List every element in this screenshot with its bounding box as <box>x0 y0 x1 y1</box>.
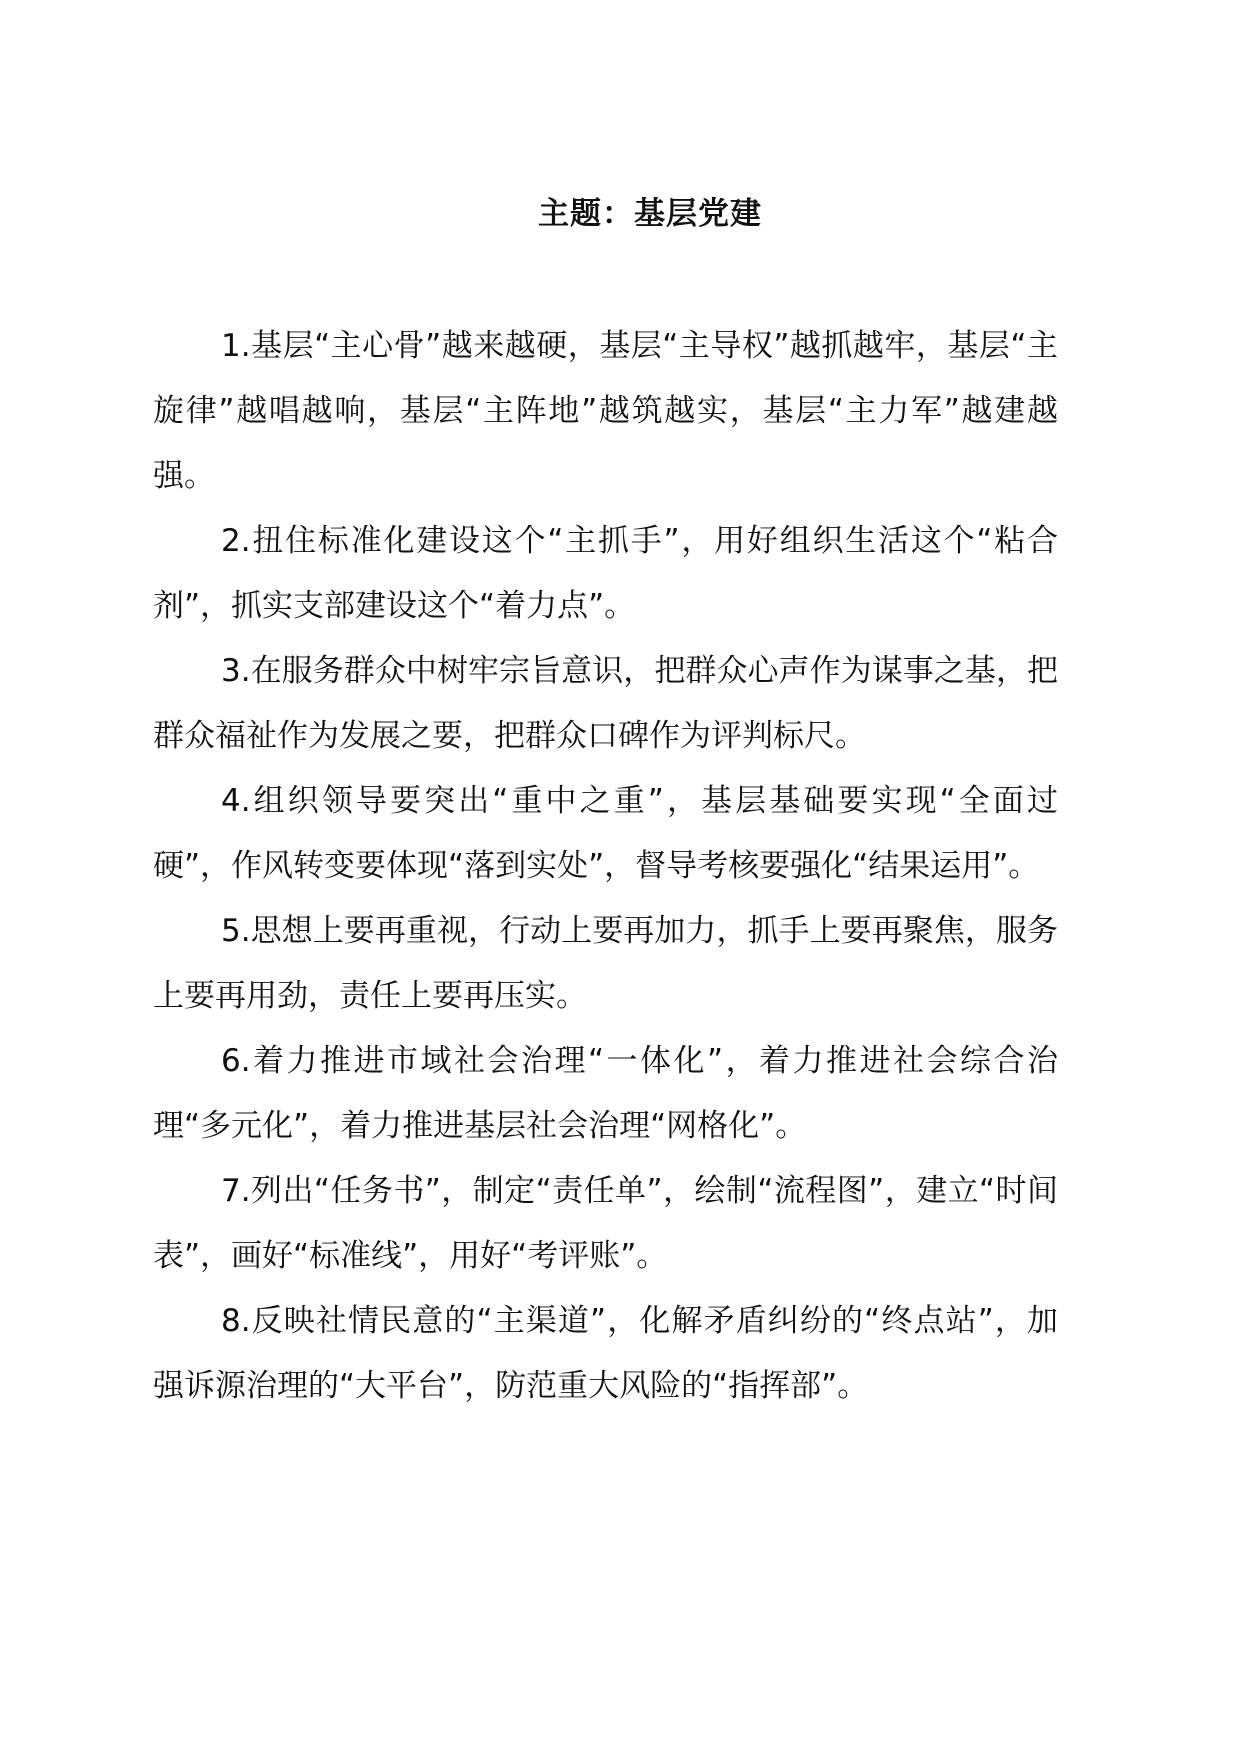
paragraph-5: 5.思想上要再重视，行动上要再加力，抓手上要再聚焦，服务上要再用劲，责任上要再压实。 <box>153 913 1058 1014</box>
document-body <box>153 314 1058 1419</box>
paragraph-1: 1.基层“主心骨”越来越硬，基层“主导权”越抓越牢，基层“主旋律”越唱越响，基层“主阵地”越筑越实，基层“主力军”越建越强。 <box>153 328 1058 494</box>
paragraph-4: 4.组织领导要突出“重中之重”，基层基础要实现“全面过硬”，作风转变要体现“落到实处”，督导考核要强化“结果运用”。 <box>153 783 1058 884</box>
paragraph-2: 2.扭住标准化建设这个“主抓手”，用好组织生活这个“粘合剂”，抓实支部建设这个“着力点”。 <box>153 523 1058 624</box>
document-title: 主题：基层党建 <box>538 196 762 232</box>
paragraph-6: 6.着力推进市域社会治理“一体化”，着力推进社会综合治理“多元化”，着力推进基层社会治理“网格化”。 <box>153 1043 1058 1144</box>
paragraph-3: 3.在服务群众中树牢宗旨意识，把群众心声作为谋事之基，把群众福祉作为发展之要，把群众口碑作为评判标尺。 <box>153 653 1058 754</box>
paragraph-7: 7.列出“任务书”，制定“责任单”，绘制“流程图”，建立“时间表”，画好“标准线”，用好“考评账”。 <box>153 1173 1058 1274</box>
paragraph-8: 8.反映社情民意的“主渠道”，化解矛盾纠纷的“终点站”，加强诉源治理的“大平台”，防范重大风险的“指挥部”。 <box>153 1303 1058 1404</box>
